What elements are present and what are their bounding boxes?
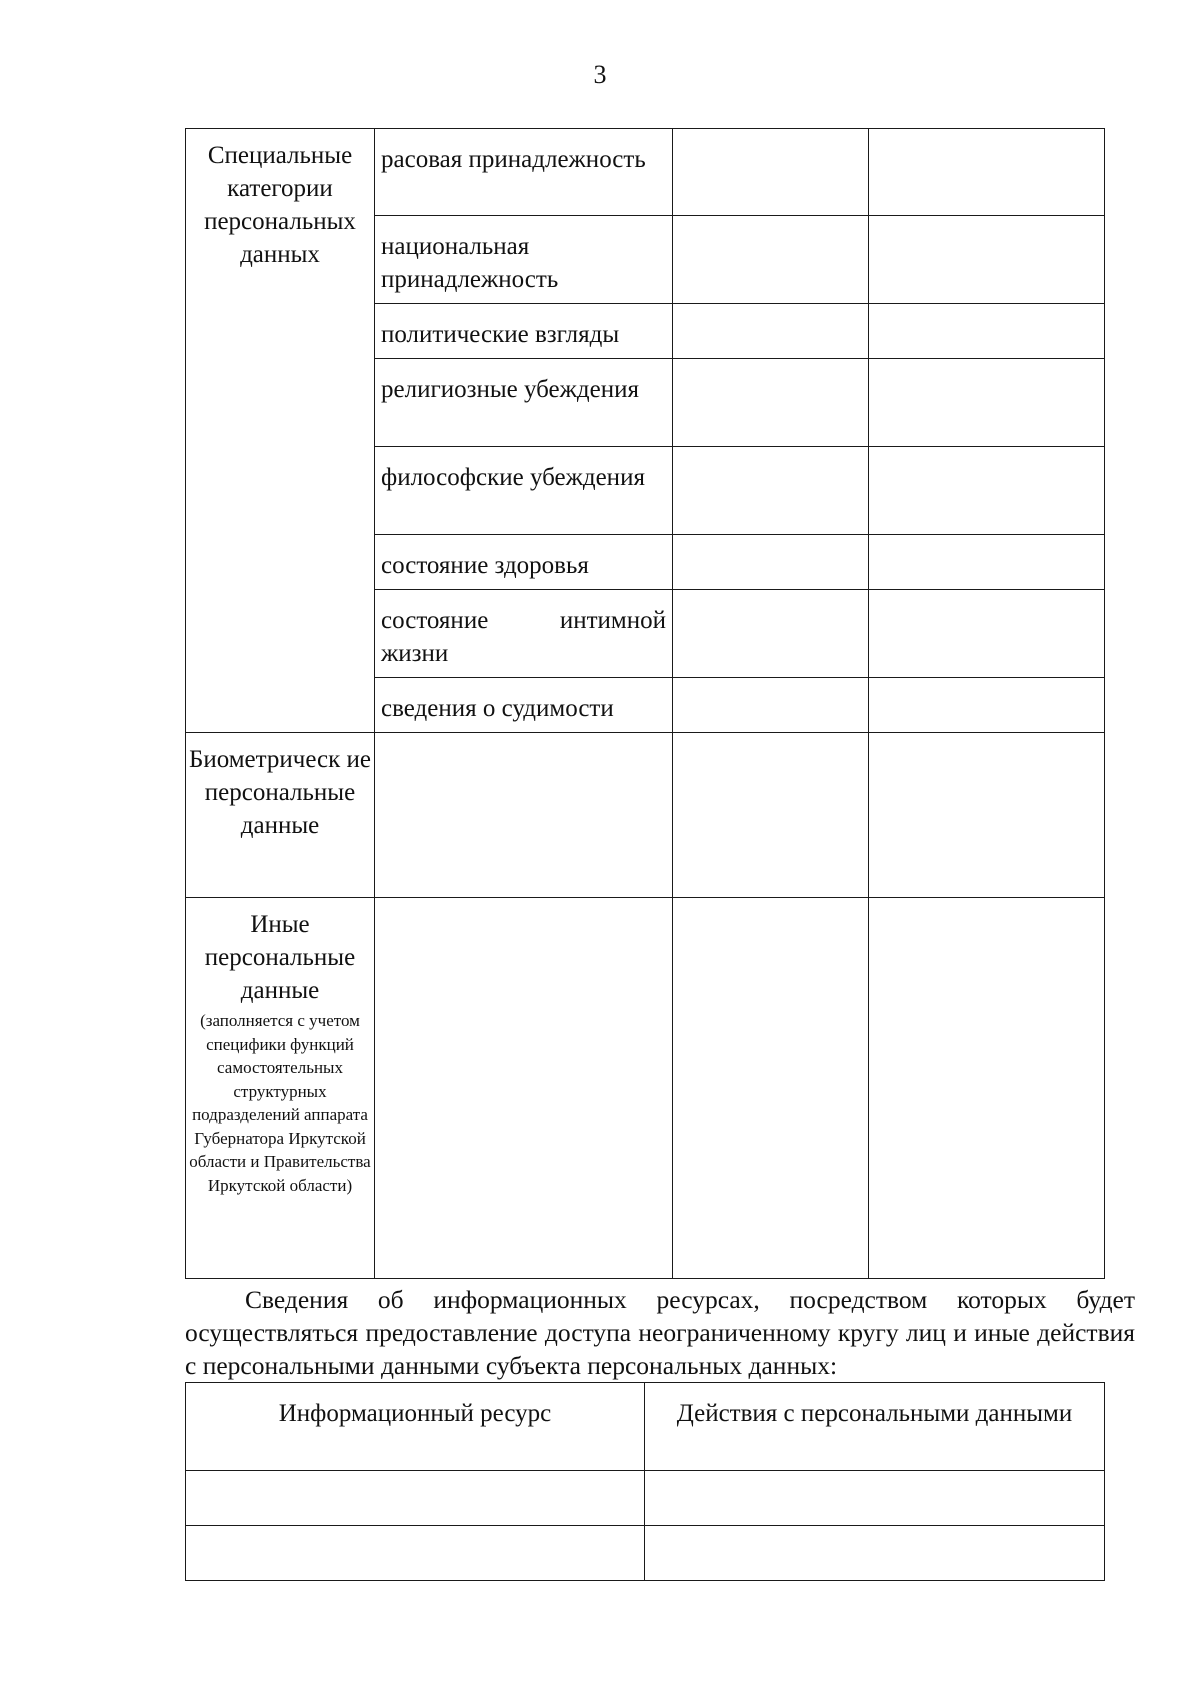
- item-religious-beliefs: религиозные убеждения: [381, 376, 639, 403]
- table-row: [186, 129, 1105, 216]
- table-header-row: [186, 1383, 1105, 1471]
- special-categories-label: Специальные категории персональных данных: [204, 142, 356, 268]
- item-cell: [375, 535, 673, 590]
- empty-cell[interactable]: [673, 129, 869, 216]
- biometric-label-cell: [186, 733, 375, 898]
- item-cell: [375, 447, 673, 535]
- item-criminal-record: сведения о судимости: [381, 695, 614, 722]
- other-data-note: (заполняется с учетом специфики функций самостоятельных структурных подразделений аппарата Губернатора Иркутской области и Правительства Иркутской области): [189, 1011, 371, 1195]
- empty-cell[interactable]: [869, 359, 1105, 447]
- empty-cell[interactable]: [645, 1471, 1105, 1526]
- empty-cell[interactable]: [375, 733, 673, 898]
- empty-cell[interactable]: [869, 447, 1105, 535]
- empty-cell[interactable]: [673, 304, 869, 359]
- empty-cell[interactable]: [869, 733, 1105, 898]
- empty-cell[interactable]: [869, 590, 1105, 678]
- empty-cell[interactable]: [869, 898, 1105, 1279]
- table-row: [186, 1471, 1105, 1526]
- item-intimate-life: состояние интимной жизни: [381, 607, 666, 667]
- item-health: состояние здоровья: [381, 552, 589, 579]
- information-resources-table: [185, 1382, 1105, 1581]
- item-cell: [375, 304, 673, 359]
- empty-cell[interactable]: [673, 535, 869, 590]
- empty-cell[interactable]: [869, 304, 1105, 359]
- empty-cell[interactable]: [645, 1526, 1105, 1581]
- special-categories-label-cell: [186, 129, 375, 733]
- table-row: [186, 898, 1105, 1279]
- empty-cell[interactable]: [673, 678, 869, 733]
- empty-cell[interactable]: [673, 898, 869, 1279]
- item-cell: [375, 216, 673, 304]
- item-nationality: национальная принадлежность: [381, 233, 559, 293]
- table-row: [186, 733, 1105, 898]
- item-cell: [375, 129, 673, 216]
- item-political-views: политические взгляды: [381, 321, 620, 348]
- header-cell: [645, 1383, 1105, 1471]
- empty-cell[interactable]: [673, 359, 869, 447]
- paragraph-text: Сведения об информационных ресурсах, посредством которых будет осуществляться предоставление доступа неограниченному кругу лиц и иные действия с персональными данными субъекта персональных данных:: [185, 1285, 1135, 1380]
- empty-cell[interactable]: [869, 535, 1105, 590]
- personal-data-categories-table: [185, 128, 1105, 1279]
- empty-cell[interactable]: [673, 447, 869, 535]
- header-cell: [186, 1383, 645, 1471]
- empty-cell[interactable]: [186, 1471, 645, 1526]
- header-information-resource: Информационный ресурс: [278, 1400, 552, 1427]
- item-race: расовая принадлежность: [381, 146, 646, 173]
- empty-cell[interactable]: [375, 898, 673, 1279]
- item-cell: [375, 590, 673, 678]
- empty-cell[interactable]: [869, 216, 1105, 304]
- other-data-label: Иные персональные данные: [204, 911, 356, 1004]
- empty-cell[interactable]: [869, 129, 1105, 216]
- item-cell: [375, 359, 673, 447]
- biometric-label: Биометрическ ие персональные данные: [188, 746, 372, 839]
- page-number: 3: [593, 60, 607, 89]
- empty-cell[interactable]: [186, 1526, 645, 1581]
- item-philosophical-beliefs: философские убеждения: [381, 464, 645, 491]
- table-row: [186, 1526, 1105, 1581]
- empty-cell[interactable]: [673, 590, 869, 678]
- empty-cell[interactable]: [673, 216, 869, 304]
- header-actions-with-data: Действия с персональными данными: [676, 1400, 1073, 1427]
- empty-cell[interactable]: [673, 733, 869, 898]
- item-cell: [375, 678, 673, 733]
- info-resources-paragraph: [185, 1283, 1135, 1382]
- empty-cell[interactable]: [869, 678, 1105, 733]
- other-data-label-cell: [186, 898, 375, 1279]
